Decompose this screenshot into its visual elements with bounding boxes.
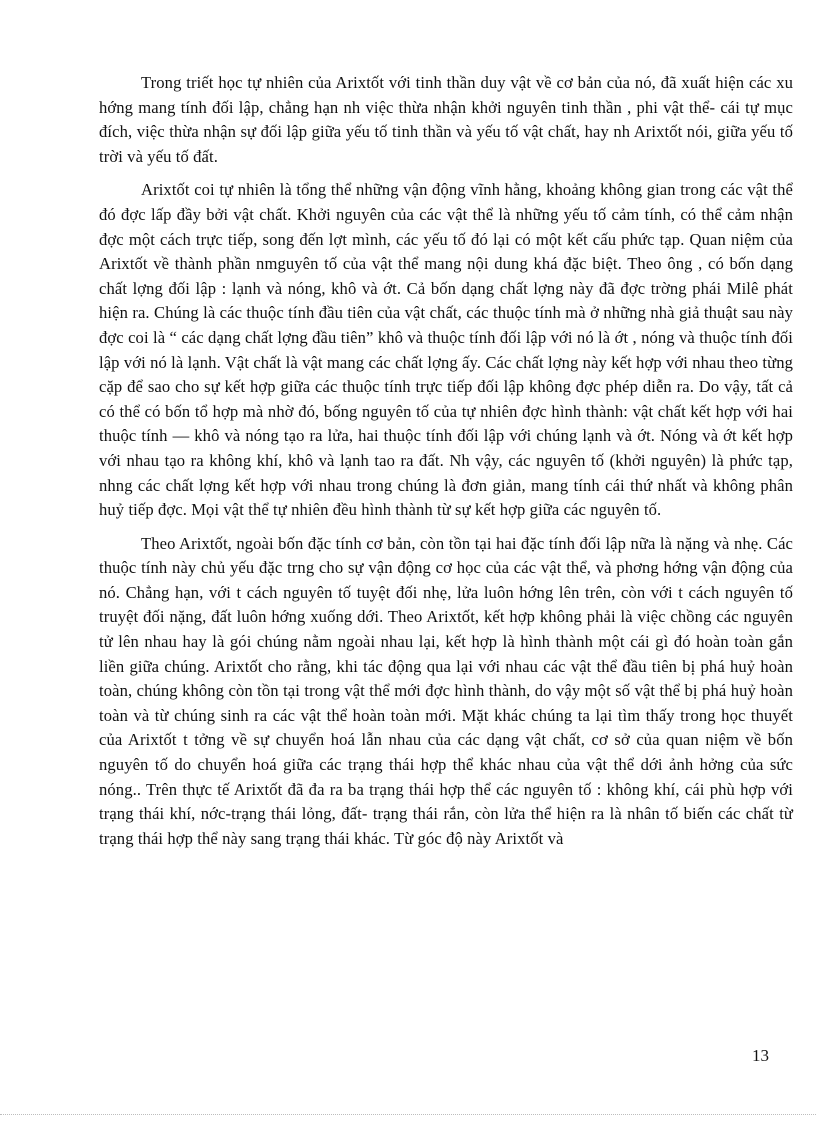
page-bottom-divider	[0, 1114, 816, 1115]
paragraph: Trong triết học tự nhiên của Arixtốt với tinh thần duy vật về cơ bản của nó, đã xuất hiện các xu hớng mang tính đối lập, chẳng hạn nh việc thừa nhận khởi nguyên tinh thần , phi vật thể- cái tự mục đích, việc thừa nhận sự đối lập giữa yếu tố tinh thần và yếu tố vật chất, hay nh Arixtốt nói, giữa yếu tố trời và yếu tố đất.	[99, 73, 793, 166]
page-number: 13	[752, 1046, 769, 1065]
paragraph: Theo Arixtốt, ngoài bốn đặc tính cơ bản, còn tồn tại hai đặc tính đối lập nữa là nặng và nhẹ. Các thuộc tính này chủ yếu đặc trng cho sự vận động cơ học của các vật thể, và phơng hớng vận động của nó. Chẳng hạn, với t cách nguyên tố tuyệt đối nhẹ, lửa luôn hớng lên trên, còn với t cách nguyên tố truyệt đối nặng, đất luôn hớng xuống dới. Theo Arixtốt, kết hợp không phải là việc chồng các nguyên tử lên nhau hay là gói chúng nằm ngoài nhau lại, kết hợp là hình thành một cái gì đó hoàn toàn gắn liền giữa chúng. Arixtốt cho rằng, khi tác động qua lại với nhau các vật thể đầu tiên bị phá huỷ hoàn toàn, chúng không còn tồn tại trong vật thể mới đợc hình thành, do vậy một số vật thể bị phá huỷ hoàn toàn và từ chúng sinh ra các vật thể hoàn toàn mới. Mặt khác chúng ta lại tìm thấy trong học thuyết của Arixtốt t tởng về sự chuyển hoá lẫn nhau của các dạng vật chất, cơ sở của quan niệm về bốn nguyên tố do chuyển hoá giữa các trạng thái hợp thể khác nhau của vật thể dới ảnh hởng của sức nóng.. Trên thực tế Arixtốt đã đa ra ba trạng thái hợp thể các nguyên tố : không khí, cái phù hợp với trạng thái khí, nớc-trạng thái lỏng, đất- trạng thái rắn, còn lửa thể hiện ra là nhân tố biến các chất từ trạng thái hợp thể này sang trạng thái khác. Từ góc độ này Arixtốt và	[99, 533, 793, 848]
page-body	[99, 71, 793, 860]
paragraph: Arixtốt coi tự nhiên là tổng thể những vận động vĩnh hằng, khoảng không gian trong các vật thể đó đợc lấp đầy bởi vật chất. Khởi nguyên của các vật thể là những yếu tố cảm tính, có thể cảm nhận đợc một cách trực tiếp, song đến lợt mình, các yếu tố đó lại có một kết cấu phức tạp. Quan niệm của Arixtốt về thành phần nmguyên tố của vật thể mang nội dung khá đặc biệt. Theo ông , có bốn dạng chất lợng đối lập : lạnh và nóng, khô và ớt. Cả bốn dạng chất lợng này đã đợc trờng phái Milê phát hiện ra. Chúng là các thuộc tính đầu tiên của vật chất, các thuộc tính mà ở những nhà giả thuật sau này đợc coi là “ các dạng chất lợng đầu tiên” khô và thuộc tính đối lập với nó là ớt , nóng và thuộc tính đối lập với nó là lạnh. Vật chất là vật mang các chất lợng ấy. Các chất lợng này kết hợp với nhau theo từng cặp để sao cho sự kết hợp giữa các thuộc tính trực tiếp đối lập không đợc phép diễn ra. Do vậy, tất cả có thể có bốn tổ hợp mà nhờ đó, bống nguyên tố của tự nhiên đợc hình thành: vật chất kết hợp với hai thuộc tính — khô và nóng tạo ra lửa, hai thuộc tính đối lập với chúng lạnh và ớt. Nóng và ớt kết hợp với nhau tạo ra không khí, khô và lạnh tao ra đất. Nh vậy, các nguyên tố (khởi nguyên) là phức tạp, nhng các chất lợng kết hợp với nhau trong chúng là đơn giản, mang tính cái thứ nhất và không phân huỷ tiếp đợc. Mọi vật thể tự nhiên đều hình thành từ sự kết hợp giữa các nguyên tố.	[99, 180, 793, 520]
